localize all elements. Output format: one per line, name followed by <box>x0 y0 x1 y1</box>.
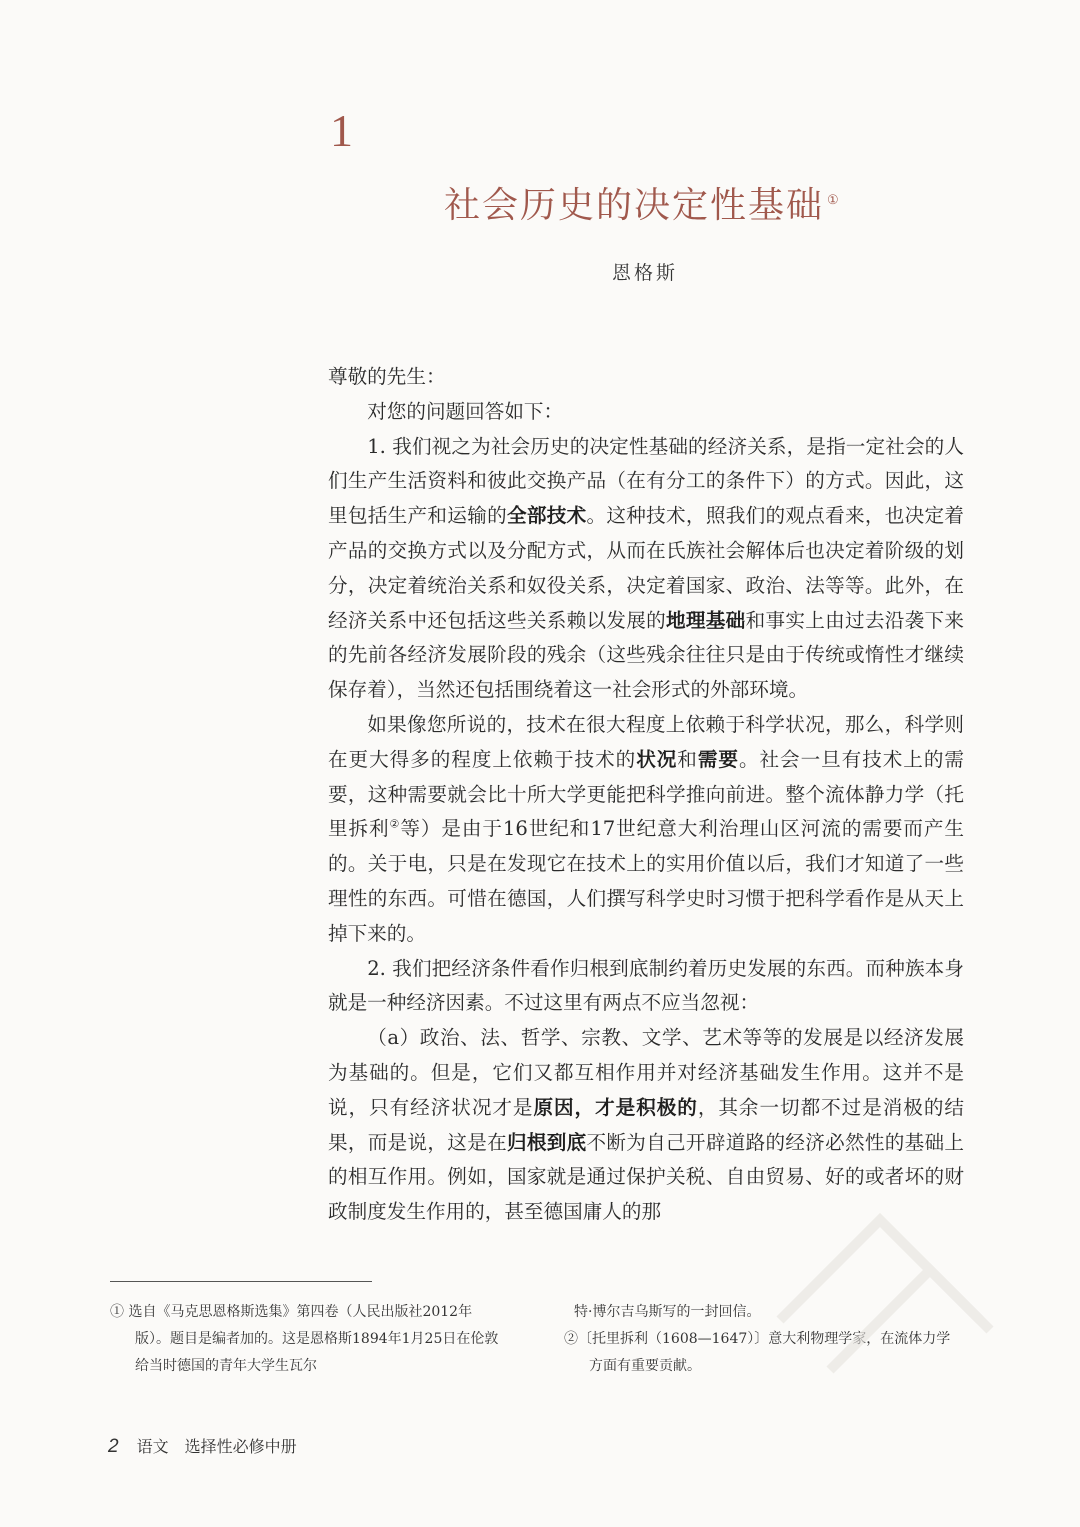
para5-emphasis-1: 原因，才是积极的 <box>533 1095 698 1119</box>
footnote-2: ②〔托里拆利（1608—1647）〕意大利物理学家，在流体力学方面有重要贡献。 <box>564 1331 951 1374</box>
para5-emphasis-2: 归根到底 <box>506 1130 587 1154</box>
para2-text-1: 1. 我们视之为社会历史的决定性基础的经济关系，是指一定社会的人们生产生活资料和彼此交换产品（在有分工的条件下）的方式。因此，这里包括生产和运输的 <box>328 434 964 528</box>
para5-text-1: （a）政治、法、哲学、宗教、文学、艺术等等的发展是以经济发展为基础的。但是，它们又都互相作用并对经济基础发生作用。这并不是说，只有经济状况才是 <box>328 1026 964 1119</box>
paragraph-4: 2. 我们把经济条件看作归根到底制约着历史发展的东西。而种族本身就是一种经济因素。不过这里有两点不应当忽视： <box>328 956 964 1015</box>
para3-text-1: 如果像您所说的，技术在很大程度上依赖于科学状况，那么，科学则在更大得多的程度上依赖于技术的 <box>328 712 964 771</box>
footnote-1-continued: 特·博尔吉乌斯写的一封回信。 <box>574 1304 761 1320</box>
title-text: 社会历史的决定性基础 <box>444 185 825 226</box>
para3-text-3: 。社会一旦有技术上的需要，这种需要就会比十所大学更能把科学推向前进。整个流体静力学（托里拆利 <box>328 747 964 841</box>
footnote-column-right <box>564 1299 960 1380</box>
para3-emphasis-1: 状况 <box>636 747 678 771</box>
para2-text-2: 。这种技术，照我们的观点看来，也决定着产品的交换方式以及分配方式，从而在氏族社会解体后也决定着阶级的划分，决定着统治关系和奴役关系，决定着国家、政治、法等等。此外，在经济关系中还包括这些关系赖以发展的 <box>328 504 965 632</box>
chapter-number: 1 <box>330 105 353 156</box>
footnotes <box>110 1299 960 1380</box>
para3-text-2: 和 <box>677 747 698 771</box>
footnote-ref-2: ② <box>389 817 401 831</box>
footnote-column-left <box>110 1299 506 1380</box>
para5-text-3: 不断为自己开辟道路的经济必然性的基础上的相互作用。例如，国家就是通过保护关税、自由贸易、好的或者坏的财政制度发生作用的，甚至德国庸人的那 <box>328 1130 965 1224</box>
para5-text-2: ，其余一切都不过是消极的结果，而是说，这是在 <box>328 1095 964 1154</box>
article-body <box>328 360 964 1230</box>
paragraph-3 <box>328 708 964 952</box>
para2-emphasis-2: 地理基础 <box>666 608 746 632</box>
author-name: 恩格斯 <box>612 262 679 284</box>
paragraph-1: 对您的问题回答如下： <box>367 399 564 423</box>
salutation: 尊敬的先生： <box>328 365 446 388</box>
para3-text-4: 等）是由于16世纪和17世纪意大利治理山区河流的需要而产生的。关于电，只是在发现它在技术上的实用价值以后，我们才知道了一些理性的东西。可惜在德国，人们撰写科学史时习惯于把科学看作是从天上掉下来的。 <box>328 817 964 945</box>
paragraph-5 <box>328 1021 964 1230</box>
footnote-divider <box>110 1281 372 1282</box>
book-name: 语文 选择性必修中册 <box>136 1437 297 1456</box>
paragraph-2 <box>328 430 964 708</box>
page-footer <box>108 1434 297 1458</box>
para3-emphasis-2: 需要 <box>697 747 739 771</box>
page-number: 2 <box>108 1436 119 1457</box>
para2-emphasis-1: 全部技术 <box>506 504 587 528</box>
footnote-1: ① 选自《马克思恩格斯选集》第四卷（人民出版社2012年版）。题目是编者加的。这是恩格斯1894年1月25日在伦敦给当时德国的青年大学生瓦尔 <box>110 1304 499 1374</box>
para2-text-3: 和事实上由过去沿袭下来的先前各经济发展阶段的残余（这些残余往往只是由于传统或惰性才继续保存着），当然还包括围绕着这一社会形式的外部环境。 <box>328 608 965 702</box>
title-footnote-mark: ① <box>827 193 841 208</box>
article-title <box>444 186 841 226</box>
